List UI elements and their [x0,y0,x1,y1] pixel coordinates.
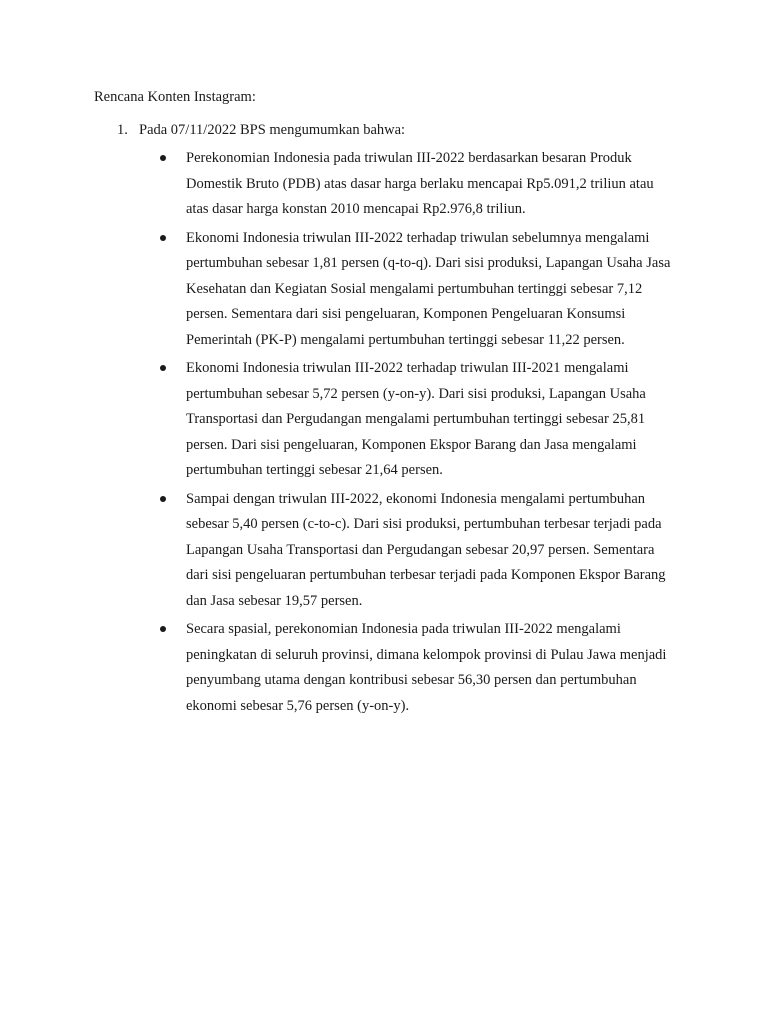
bullet-dot-icon [160,155,166,161]
bullet-text: Secara spasial, perekonomian Indonesia pada triwulan III-2022 mengalami peningkatan di seluruh provinsi, dimana kelompok provinsi di Pulau Jawa menjadi penyumbang utama dengan kontribusi sebesar 56,30 persen dan pertumbuhan ekonomi sebesar 5,76 persen (y-on-y). [186,621,667,714]
list-intro-text: Pada 07/11/2022 BPS mengumumkan bahwa: [139,122,406,138]
bullet-item-nominal-gdp [160,146,680,223]
bullet-text: Perekonomian Indonesia pada triwulan III-2022 berdasarkan besaran Produk Domestik Bruto (PDB) atas dasar harga berlaku mencapai Rp5.091,2 triliun atau atas dasar harga konstan 2010 mencapai Rp2.976,8 triliun. [186,150,654,217]
bullet-text: Sampai dengan triwulan III-2022, ekonomi Indonesia mengalami pertumbuhan sebesar 5,40 persen (c-to-c). Dari sisi produksi, pertumbuhan terbesar terjadi pada Lapangan Usaha Transportasi dan Pergudangan sebesar 20,97 persen. Sementara dari sisi pengeluaran pertumbuhan terbesar terjadi pada Komponen Ekspor Barang dan Jasa sebesar 19,57 persen. [186,490,666,609]
bullet-item-spatial [160,617,680,719]
bullet-dot-icon [160,626,166,632]
bullet-text: Ekonomi Indonesia triwulan III-2022 terhadap triwulan III-2021 mengalami pertumbuhan sebesar 5,72 persen (y-on-y). Dari sisi produksi, Lapangan Usaha Transportasi dan Pergudangan mengalami pertumbuhan tertinggi sebesar 25,81 persen. Dari sisi pengeluaran, Komponen Ekspor Barang dan Jasa mengalami pertumbuhan tertinggi sebesar 21,64 persen. [186,360,646,478]
bullet-list [160,146,680,722]
bullet-text: Ekonomi Indonesia triwulan III-2022 terhadap triwulan sebelumnya mengalami pertumbuhan sebesar 1,81 persen (q-to-q). Dari sisi produksi, Lapangan Usaha Jasa Kesehatan dan Kegiatan Sosial mengalami pertumbuhan tertinggi sebesar 7,12 persen. Sementara dari sisi pengeluaran, Komponen Pengeluaran Konsumsi Pemerintah (PK-P) mengalami pertumbuhan tertinggi sebesar 11,22 persen. [186,229,671,348]
bullet-dot-icon [160,235,166,241]
document-title: Rencana Konten Instagram: [94,89,256,105]
list-number: 1. [117,122,128,138]
bullet-dot-icon [160,496,166,502]
bullet-item-y-on-y [160,356,680,484]
bullet-item-q-to-q [160,226,680,354]
bullet-item-c-to-c [160,487,680,615]
bullet-dot-icon [160,365,166,371]
